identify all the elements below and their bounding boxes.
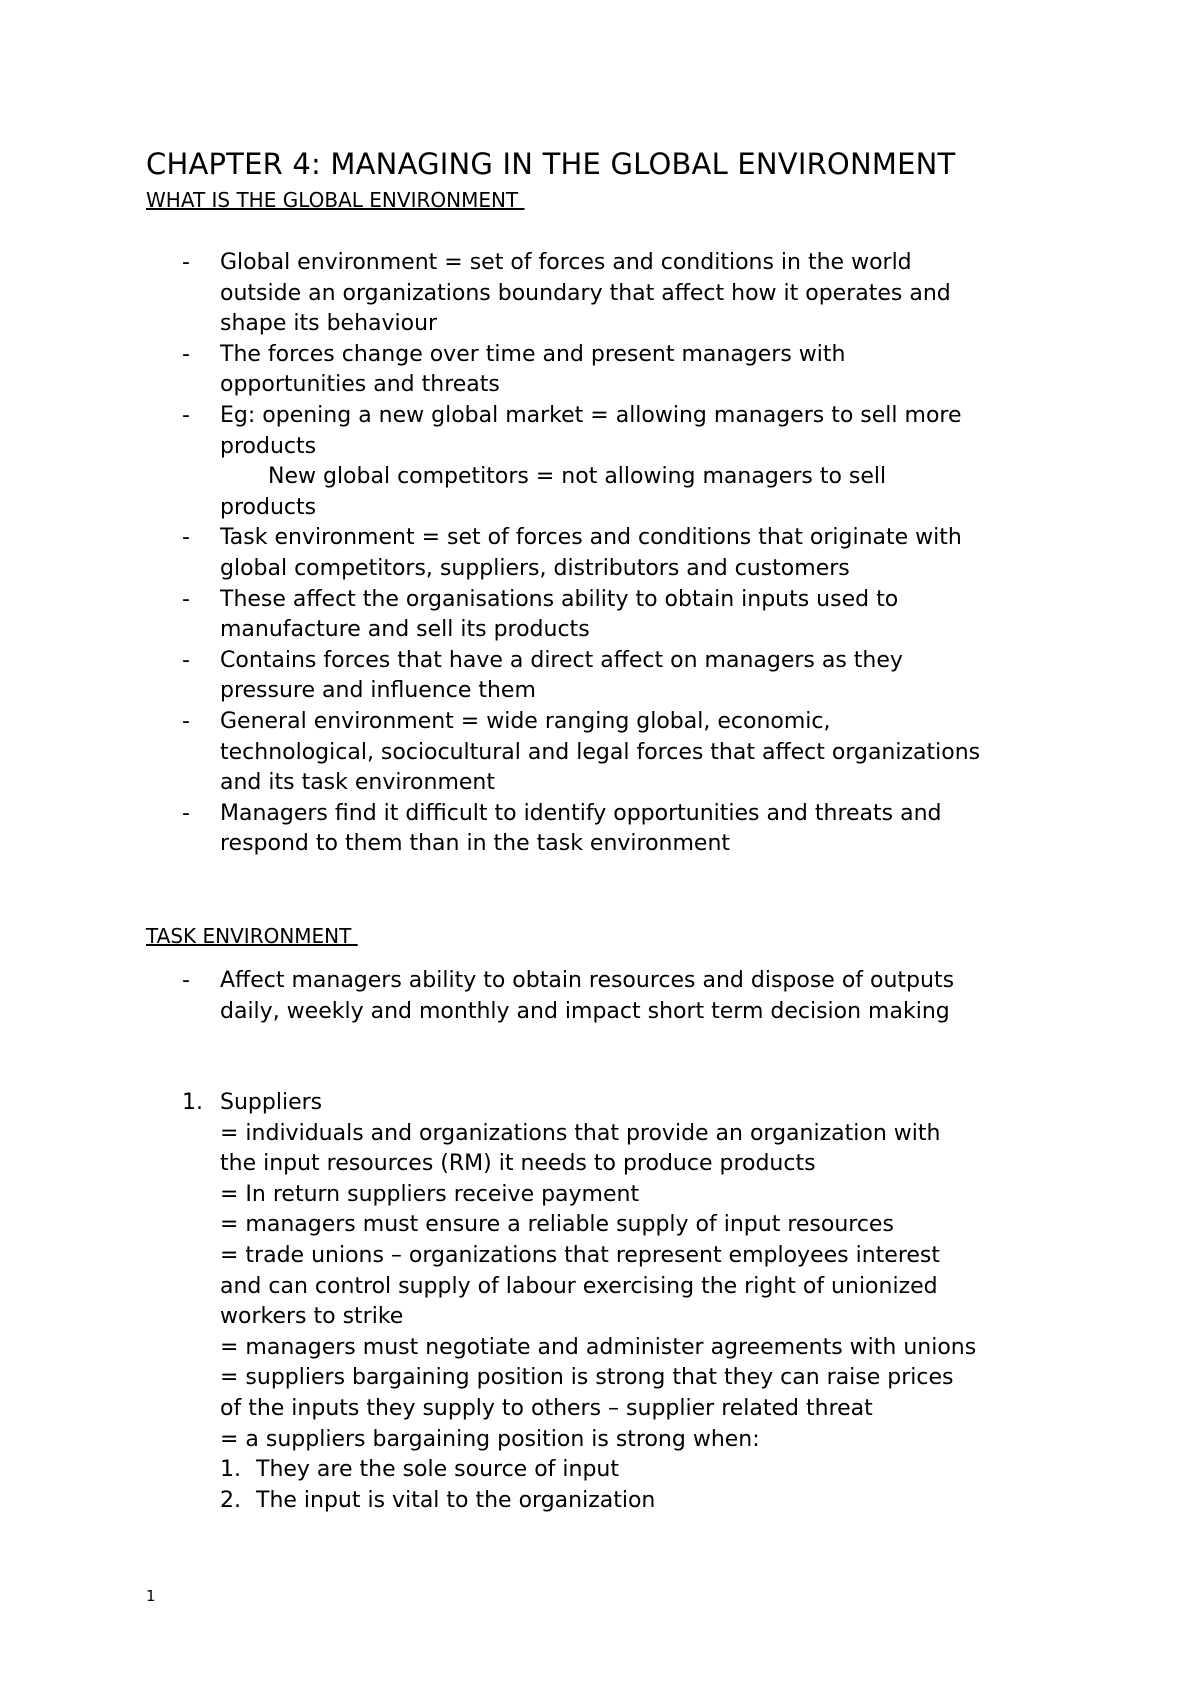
sub-list-text: They are the sole source of input [256, 1457, 619, 1483]
section-heading-task-environment: TASK ENVIRONMENT [146, 924, 358, 948]
text-line: global competitors, suppliers, distributors and customers [220, 555, 850, 581]
text-line: the input resources (RM) it needs to produce products [220, 1151, 816, 1177]
text-line: = In return suppliers receive payment [220, 1181, 640, 1207]
list-item [146, 646, 1076, 707]
list-item [146, 523, 1076, 584]
text-line: pressure and influence them [220, 678, 536, 704]
text-line: daily, weekly and monthly and impact short term decision making [220, 998, 950, 1024]
task-environment-numbered-list [146, 1088, 1076, 1516]
bullet-marker: - [182, 586, 190, 612]
text-line: = suppliers bargaining position is strong that they can raise prices [220, 1365, 954, 1391]
list-item [146, 340, 1076, 401]
text-line: Global environment = set of forces and conditions in the world [220, 250, 912, 275]
text-line: opportunities and threats [220, 372, 500, 398]
text-line: workers to strike [220, 1304, 404, 1330]
page-number: 1 [146, 1587, 156, 1605]
numbered-item-suppliers [146, 1088, 1076, 1516]
sub-list-text: The input is vital to the organization [256, 1487, 656, 1513]
text-line: technological, sociocultural and legal forces that affect organizations [220, 739, 981, 765]
bullet-marker: - [182, 402, 190, 428]
text-line: = managers must ensure a reliable supply of input resources [220, 1212, 894, 1238]
global-environment-list [146, 248, 1076, 860]
text-line: These affect the organisations ability to obtain inputs used to [220, 586, 899, 612]
list-item [146, 248, 1076, 340]
section-heading-global-environment: WHAT IS THE GLOBAL ENVIRONMENT [146, 188, 525, 212]
text-line: of the inputs they supply to others – supplier related threat [220, 1395, 873, 1421]
text-line: = managers must negotiate and administer agreements with unions [220, 1334, 977, 1360]
text-line: manufacture and sell its products [220, 617, 590, 643]
text-line: respond to them than in the task environment [220, 831, 731, 857]
numbered-item-title: Suppliers [220, 1090, 323, 1115]
text-line: = individuals and organizations that provide an organization with [220, 1120, 941, 1146]
text-line: New global competitors = not allowing managers to sell [268, 464, 887, 490]
bullet-marker: - [182, 968, 190, 993]
sub-list-number: 2. [220, 1487, 241, 1513]
text-line: The forces change over time and present managers with [220, 341, 846, 367]
text-line: and can control supply of labour exercising the right of unionized [220, 1273, 938, 1299]
task-environment-list [146, 966, 1076, 1027]
list-item [146, 401, 1076, 523]
text-line: General environment = wide ranging global, economic, [220, 708, 831, 734]
text-line: Contains forces that have a direct affect on managers as they [220, 647, 903, 673]
text-line: outside an organizations boundary that affect how it operates and [220, 280, 951, 306]
bullet-marker: - [182, 250, 190, 275]
bullet-marker: - [182, 708, 190, 734]
list-number: 1. [182, 1090, 203, 1115]
text-line: products [220, 433, 317, 459]
text-line: Eg: opening a new global market = allowing managers to sell more [220, 402, 962, 428]
list-item [146, 585, 1076, 646]
list-item [146, 799, 1076, 860]
sub-list-number: 1. [220, 1457, 241, 1483]
bullet-marker: - [182, 525, 190, 551]
bullet-marker: - [182, 647, 190, 673]
text-line: = a suppliers bargaining position is strong when: [220, 1426, 760, 1452]
text-line: Affect managers ability to obtain resources and dispose of outputs [220, 968, 955, 993]
text-line: Managers find it difficult to identify opportunities and threats and [220, 800, 942, 826]
bullet-marker: - [182, 800, 190, 826]
list-item [146, 966, 1076, 1027]
bullet-marker: - [182, 341, 190, 367]
text-line: products [220, 494, 317, 520]
sub-list-item [220, 1486, 1076, 1517]
text-line: = trade unions – organizations that represent employees interest [220, 1242, 941, 1268]
text-line: shape its behaviour [220, 311, 438, 337]
sub-list-item [220, 1455, 1076, 1486]
page-title: CHAPTER 4: MANAGING IN THE GLOBAL ENVIRONMENT [146, 147, 956, 181]
list-item [146, 707, 1076, 799]
text-line: and its task environment [220, 770, 495, 796]
text-line: Task environment = set of forces and conditions that originate with [220, 525, 962, 551]
